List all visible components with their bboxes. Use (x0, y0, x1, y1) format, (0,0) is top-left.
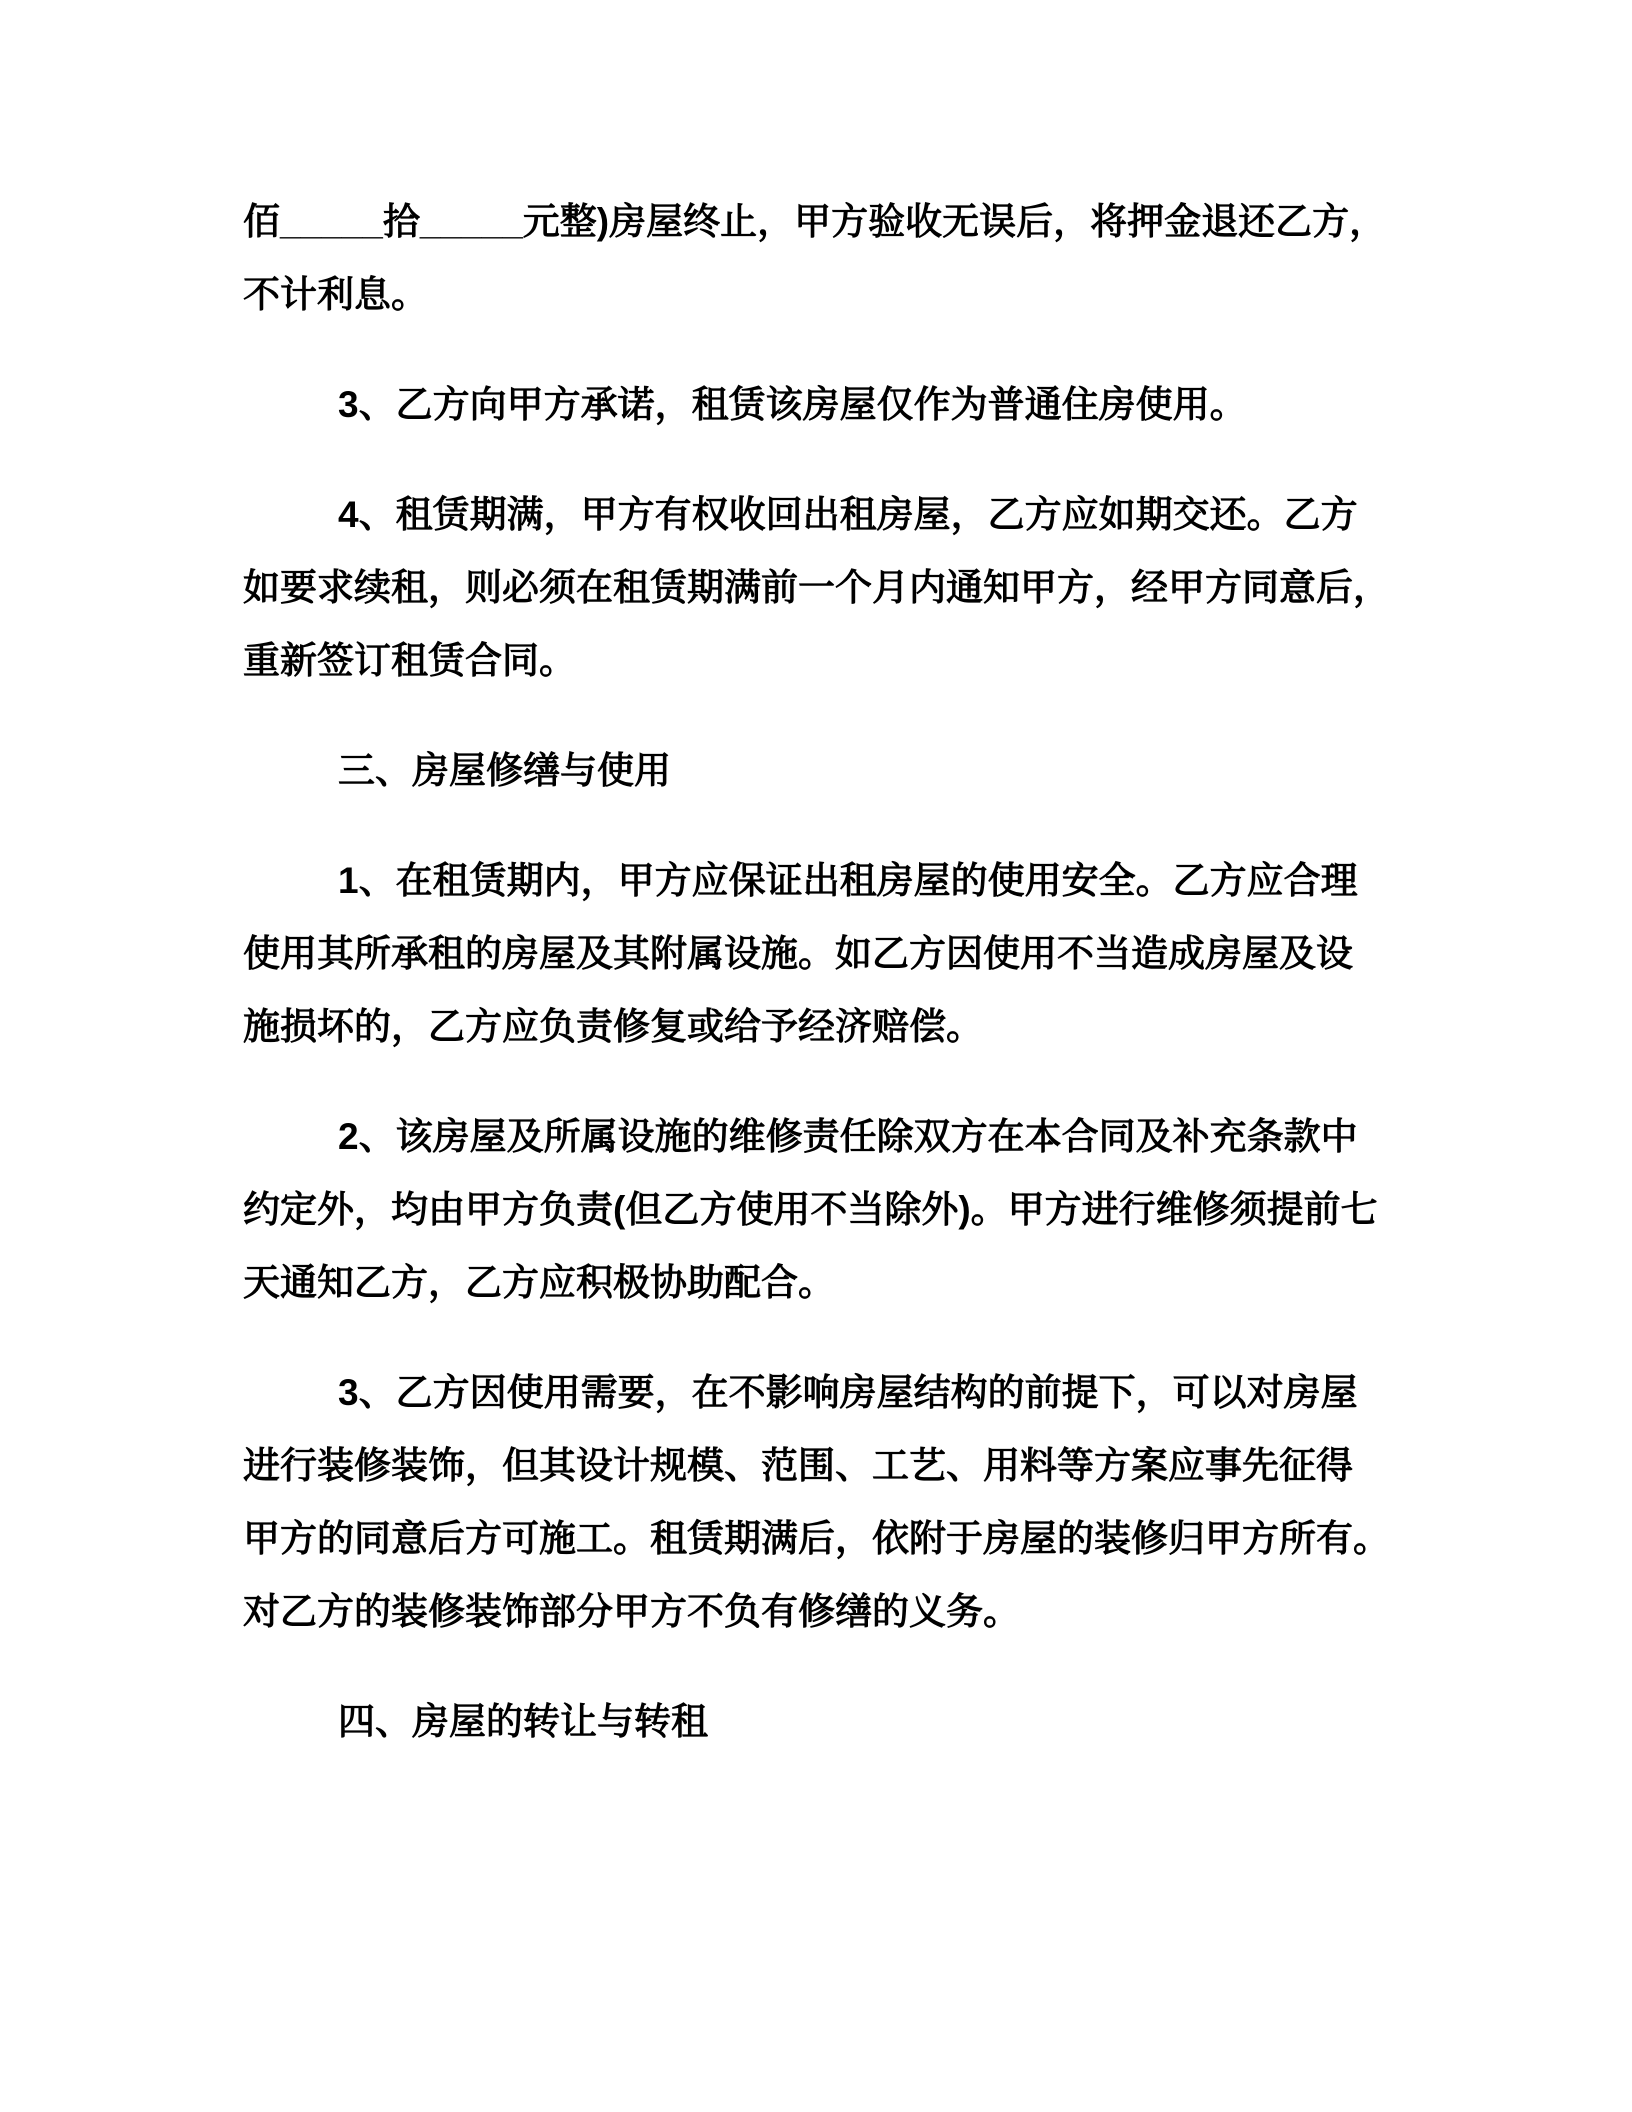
text-line: 使用其所承租的房屋及其附属设施。如乙方因使用不当造成房屋及设 (243, 933, 1353, 974)
section-heading (243, 734, 1390, 807)
paragraph (243, 368, 1390, 441)
text-line: 4、租赁期满，甲方有权收回出租房屋，乙方应如期交还。乙方 (338, 494, 1358, 535)
text-line: 进行装修装饰，但其设计规模、范围、工艺、用料等方案应事先征得 (243, 1445, 1353, 1486)
paragraph (243, 1356, 1390, 1648)
text-line: 重新签订租赁合同。 (243, 640, 576, 681)
paragraph (243, 185, 1390, 331)
text-line: 甲方的同意后方可施工。租赁期满后，依附于房屋的装修归甲方所有。 (243, 1518, 1390, 1559)
text-line: 不计利息。 (243, 274, 428, 315)
text-line: 三、房屋修缮与使用 (338, 750, 671, 791)
section-heading (243, 1685, 1390, 1758)
text-line: 对乙方的装修装饰部分甲方不负有修缮的义务。 (243, 1591, 1020, 1632)
document-body (243, 185, 1390, 1758)
paragraph (243, 844, 1390, 1063)
text-line: 2、该房屋及所属设施的维修责任除双方在本合同及补充条款中 (338, 1116, 1358, 1157)
text-line: 3、乙方向甲方承诺，租赁该房屋仅作为普通住房使用。 (338, 384, 1247, 425)
text-line: 四、房屋的转让与转租 (338, 1701, 708, 1742)
text-line: 佰_____拾_____元整)房屋终止，甲方验收无误后，将押金退还乙方， (243, 201, 1387, 242)
paragraph (243, 1100, 1390, 1319)
text-line: 施损坏的，乙方应负责修复或给予经济赔偿。 (243, 1006, 983, 1047)
text-line: 约定外，均由甲方负责(但乙方使用不当除外)。甲方进行维修须提前七 (243, 1189, 1378, 1230)
text-line: 3、乙方因使用需要，在不影响房屋结构的前提下，可以对房屋 (338, 1372, 1358, 1413)
paragraph (243, 478, 1390, 697)
text-line: 如要求续租，则必须在租赁期满前一个月内通知甲方，经甲方同意后， (243, 567, 1390, 608)
text-line: 天通知乙方，乙方应积极协助配合。 (243, 1262, 835, 1303)
text-line: 1、在租赁期内，甲方应保证出租房屋的使用安全。乙方应合理 (338, 860, 1358, 901)
